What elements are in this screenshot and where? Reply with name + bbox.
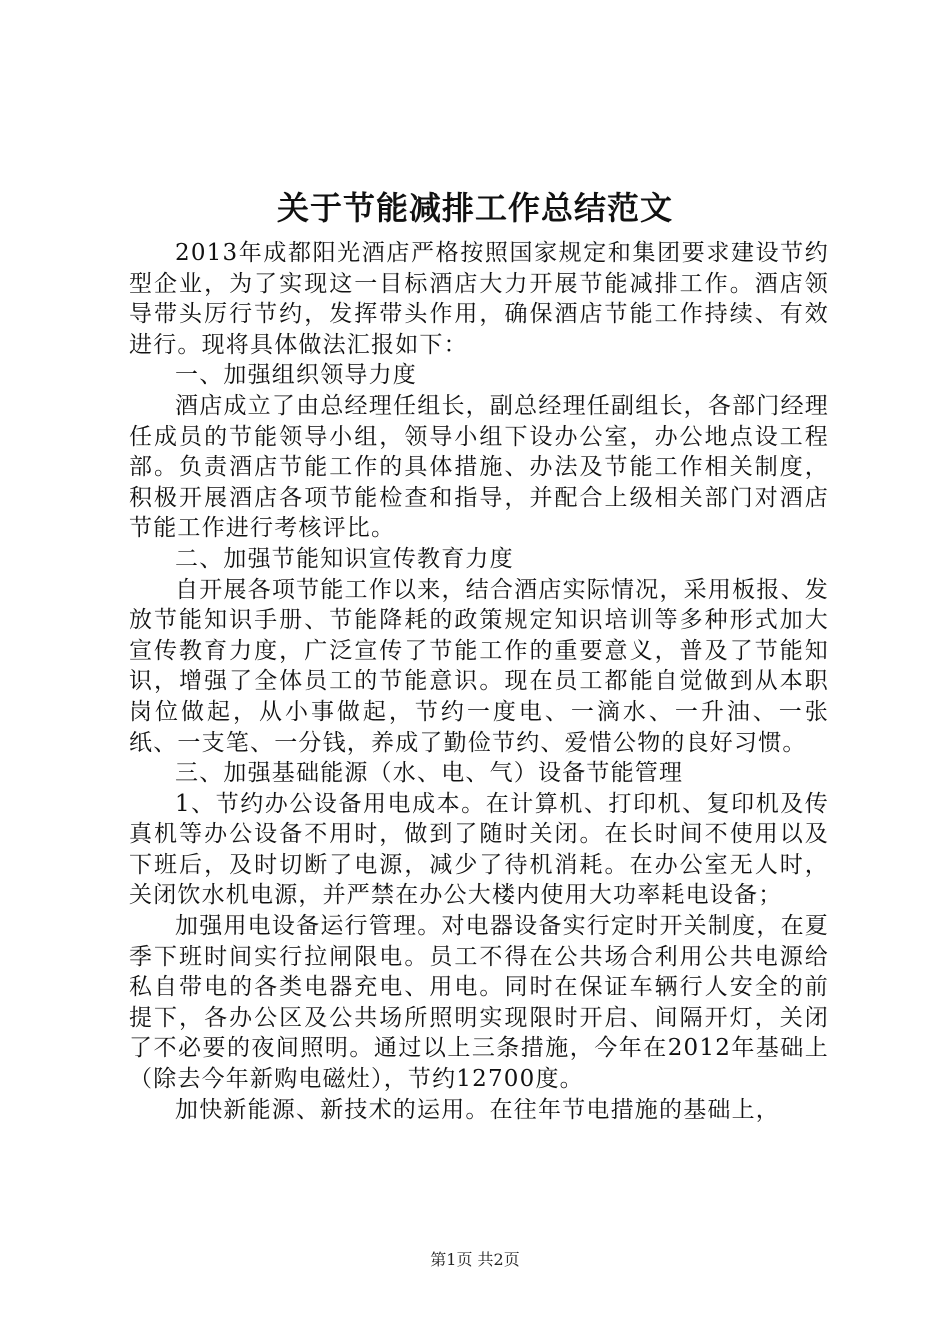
document-title: 关于节能减排工作总结范文 — [276, 189, 673, 227]
section-heading-3: 三、加强基础能源（水、电、气）设备节能管理 — [175, 760, 684, 787]
paragraph-3-3: 加快新能源、新技术的运用。在往年节电措施的基础上， — [175, 1096, 780, 1123]
section-heading-2: 二、加强节能知识宣传教育力度 — [175, 545, 514, 572]
paragraph-intro: 2013年成都阳光酒店严格按照国家规定和集团要求建设节约型企业，为了实现这一目标酒店大力开展节能减排工作。酒店领导带头厉行节约，发挥带头作用，确保酒店节能工作持续、有效进行。现将具体做法汇报如下： — [129, 240, 829, 358]
paragraph-2: 自开展各项节能工作以来，结合酒店实际情况，采用板报、发放节能知识手册、节能降耗的政策规定知识培训等多种形式加大宣传教育力度，广泛宣传了节能工作的重要意义，普及了节能知识，增强了全体员工的节能意识。现在员工都能自觉做到从本职岗位做起，从小事做起，节约一度电、一滴水、一升油、一张纸、一支笔、一分钱，养成了勤俭节约、爱惜公物的良好习惯。 — [129, 576, 829, 756]
section-heading-1: 一、加强组织领导力度 — [175, 362, 417, 389]
paragraph-3-1: 1、节约办公设备用电成本。在计算机、打印机、复印机及传真机等办公设备不用时，做到了随时关闭。在长时间不使用以及下班后，及时切断了电源，减少了待机消耗。在办公室无人时，关闭饮水机电源，并严禁在办公大楼内使用大功率耗电设备； — [129, 790, 829, 909]
document-body — [129, 238, 829, 1125]
paragraph-3-2: 加强用电设备运行管理。对电器设备实行定时开关制度，在夏季下班时间实行拉闸限电。员工不得在公共场合利用公共电源给私自带电的各类电器充电、用电。同时在保证车辆行人安全的前提下，各办公区及公共场所照明实现限时开启、间隔开灯，关闭了不必要的夜间照明。通过以上三条措施，今年在2012年基础上（除去今年新购电磁灶），节约12700度。 — [129, 913, 829, 1093]
paragraph-1: 酒店成立了由总经理任组长，副总经理任副组长，各部门经理任成员的节能领导小组，领导小组下设办公室，办公地点设工程部。负责酒店节能工作的具体措施、办法及节能工作相关制度，积极开展酒店各项节能检查和指导，并配合上级相关部门对酒店节能工作进行考核评比。 — [129, 392, 829, 542]
page-number-footer: 第1页 共2页 — [430, 1250, 520, 1269]
